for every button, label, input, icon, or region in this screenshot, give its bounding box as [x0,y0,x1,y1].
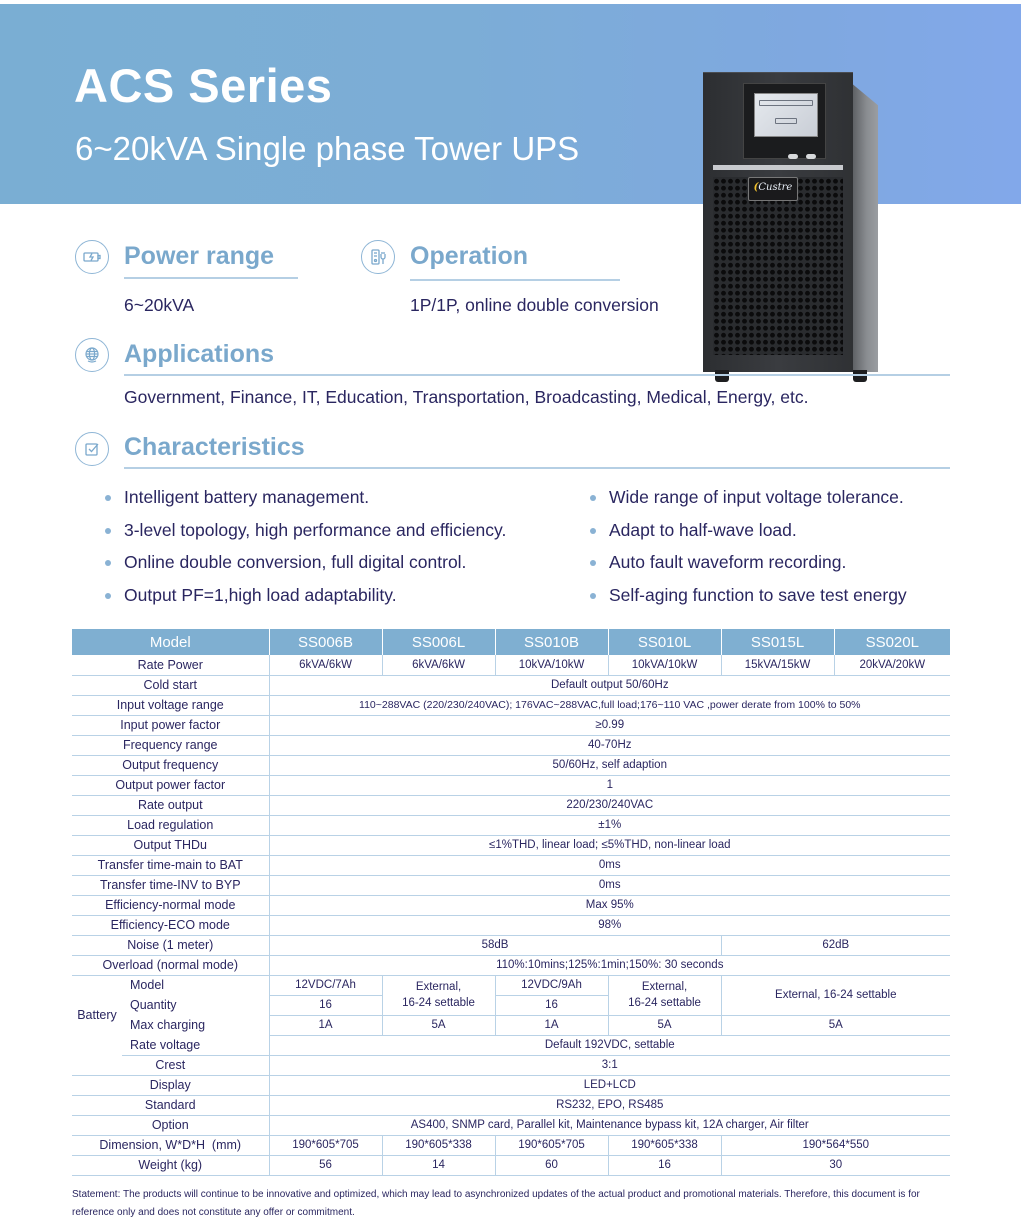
column-header: SS006B [269,629,382,655]
list-item: Auto fault waveform recording. [590,551,907,584]
table-row [72,1135,950,1155]
cell: 6kVA/6kW [269,655,382,675]
ups-front-panel [703,72,853,372]
column-header: SS010B [495,629,608,655]
table-row [72,955,950,975]
cell: Default output 50/60Hz [269,675,950,695]
table-row [72,755,950,775]
cell: 10kVA/10kW [495,655,608,675]
checkbox-icon [75,432,109,466]
battery-charging-icon [75,240,109,274]
cell: 10kVA/10kW [608,655,721,675]
cell: 12VDC/7Ah [269,975,382,995]
cell: 30 [721,1155,950,1175]
ups-product-image [703,72,883,384]
cell: 190*564*550 [721,1135,950,1155]
cell: AS400, SNMP card, Parallel kit, Maintenance bypass kit, 12A charger, Air filter [269,1115,950,1135]
cell: 0ms [269,855,950,875]
power-range-value: 6~20kVA [124,295,195,315]
cell: 14 [382,1155,495,1175]
cell: LED+LCD [269,1075,950,1095]
divider [124,277,298,279]
divider [124,374,950,376]
table-row [72,775,950,795]
globe-icon [75,338,109,372]
cell: 40-70Hz [269,735,950,755]
cell: External, 16-24 settable [608,975,721,1015]
table-row [72,695,950,715]
cell: 0ms [269,875,950,895]
cell: 58dB [269,935,721,955]
cell: 220/230/240VAC [269,795,950,815]
operation-value: 1P/1P, online double conversion [410,295,659,315]
cell: 12VDC/9Ah [495,975,608,995]
on-off-button [788,154,798,159]
ups-control-panel [743,83,826,159]
row-label: Quantity [130,998,177,1012]
row-label: Transfer time-INV to BYP [72,875,269,895]
list-item: Self-aging function to save test energy [590,584,907,617]
column-header: SS015L [721,629,834,655]
column-header: SS020L [834,629,950,655]
divider [124,467,950,469]
cell: 190*605*705 [269,1135,382,1155]
row-label: Output frequency [72,755,269,775]
disclaimer-statement: Statement: The products will continue to be innovative and optimized, which may lead to asynchronized updates of the actual product and promotional materials. Therefore, this document is for reference only and does not constitute any offer or commitment. [72,1189,920,1218]
cell: 6kVA/6kW [382,655,495,675]
cell: 3:1 [269,1055,950,1075]
divider [410,279,620,281]
cell: 15kVA/15kW [721,655,834,675]
row-label: Output THDu [72,835,269,855]
characteristics-list-left [105,486,506,616]
applications-title: Applications [124,340,275,368]
row-label: Transfer time-main to BAT [72,855,269,875]
cell: Default 192VDC, settable [269,1035,950,1055]
row-label: Input power factor [72,715,269,735]
ups-vent-grille [713,177,843,355]
cell: ≤1%THD, linear load; ≤5%THD, non-linear load [269,835,950,855]
row-label: Model [130,978,165,993]
table-row [72,975,950,995]
row-label: Rate Power [72,655,269,675]
cell: Max 95% [269,895,950,915]
table-row [72,1055,950,1075]
table-row [72,1095,950,1115]
ups-trim-stripe [713,165,843,170]
row-label: Option [72,1115,269,1135]
cell: 5A [382,1015,495,1035]
table-row [72,835,950,855]
row-label: Standard [72,1095,269,1115]
table-row [72,795,950,815]
spec-table [72,629,950,1176]
cell: External, 16-24 settable [721,975,950,1015]
cell: 50/60Hz, self adaption [269,755,950,775]
table-row [72,815,950,835]
list-item: Intelligent battery management. [105,486,506,519]
table-row [72,935,950,955]
ups-side-panel [850,82,878,372]
row-label: Rate output [72,795,269,815]
row-label: Display [72,1075,269,1095]
cell: 62dB [721,935,950,955]
operation-title: Operation [410,242,529,270]
row-label: Load regulation [72,815,269,835]
series-title: ACS Series [74,59,333,112]
table-row [72,1075,950,1095]
cell: 5A [608,1015,721,1035]
table-header-row [72,629,950,655]
cell: 98% [269,915,950,935]
cell: External, 16-24 settable [382,975,495,1015]
func-button [806,154,816,159]
cell: RS232, EPO, RS485 [269,1095,950,1115]
cell: 56 [269,1155,382,1175]
list-item: Online double conversion, full digital control. [105,551,506,584]
cell: 190*605*338 [382,1135,495,1155]
cell: 16 [269,995,382,1015]
row-label: Rate voltage [122,1035,269,1055]
cell: 110~288VAC (220/230/240VAC); 176VAC~288VAC,full load;176~110 VAC ,power derate from 100% to 50% [269,695,950,715]
list-item: Output PF=1,high load adaptability. [105,584,506,617]
ups-foot [853,370,867,382]
characteristics-list-right [590,486,907,616]
cell: 5A [721,1015,950,1035]
cell: 16 [608,1155,721,1175]
ups-foot [715,370,729,382]
cell: 190*605*705 [495,1135,608,1155]
power-plug-icon [361,240,395,274]
cell: 16 [495,995,608,1015]
row-label: Cold start [72,675,269,695]
column-header: SS006L [382,629,495,655]
cell: 60 [495,1155,608,1175]
column-header: Model [72,629,269,655]
table-row [72,875,950,895]
row-label: Crest [72,1055,269,1075]
row-label: Weight (kg) [72,1155,269,1175]
brand-logo: (Custre [748,177,798,201]
row-label: Frequency range [72,735,269,755]
cell: 20kVA/20kW [834,655,950,675]
row-label: Dimension, W*D*H (mm) [72,1135,269,1155]
applications-text: Government, Finance, IT, Education, Transportation, Broadcasting, Medical, Energy, etc. [124,387,809,407]
table-row [72,855,950,875]
battery-group-label: Battery [77,1008,117,1023]
series-subtitle: 6~20kVA Single phase Tower UPS [75,130,580,167]
row-label: Overload (normal mode) [72,955,269,975]
table-row [72,655,950,675]
cell: ±1% [269,815,950,835]
cell: 190*605*338 [608,1135,721,1155]
cell: 1 [269,775,950,795]
table-row [72,1155,950,1175]
list-item: 3-level topology, high performance and efficiency. [105,519,506,552]
table-row [72,1015,950,1035]
power-range-title: Power range [124,242,275,270]
column-header: SS010L [608,629,721,655]
row-label: Efficiency-normal mode [72,895,269,915]
row-label: Efficiency-ECO mode [72,915,269,935]
table-row [72,1115,950,1135]
table-row [72,675,950,695]
row-label: Input voltage range [72,695,269,715]
cell: 110%:10mins;125%:1min;150%: 30 seconds [269,955,950,975]
row-label: Output power factor [72,775,269,795]
table-row [72,915,950,935]
list-item: Wide range of input voltage tolerance. [590,486,907,519]
cell: ≥0.99 [269,715,950,735]
row-label: Max charging [130,1018,206,1032]
cell: 1A [269,1015,382,1035]
cell: 1A [495,1015,608,1035]
table-row [72,895,950,915]
table-row [72,735,950,755]
table-row [72,715,950,735]
lcd-screen [754,93,818,137]
list-item: Adapt to half-wave load. [590,519,907,552]
table-row [72,1035,950,1055]
characteristics-title: Characteristics [124,433,305,461]
row-label: Noise (1 meter) [72,935,269,955]
